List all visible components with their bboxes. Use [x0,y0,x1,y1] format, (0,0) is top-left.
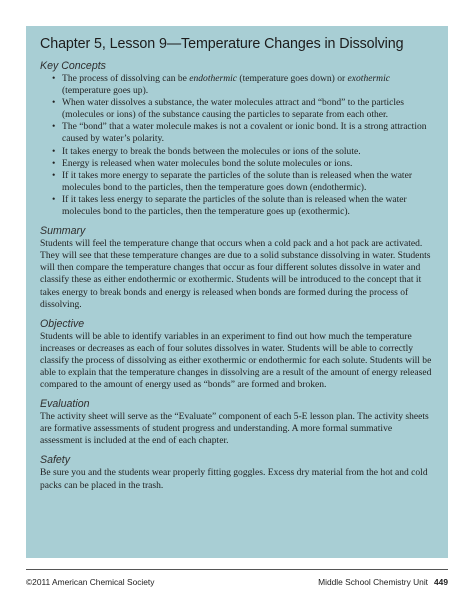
key-concepts-list [40,73,435,218]
bullet-icon: • [52,193,56,205]
concept-text: If it takes less energy to separate the particles of the solute than is released when the water molecules bond to the particles, then the temperature goes up (exothermic). [62,193,407,218]
concept-text: (temperature goes down) or [237,73,348,84]
safety-text: Be sure you and the students wear properly fitting goggles. Excess dry material from the hot and cold packs can be placed in the trash. [40,467,428,491]
summary-section [40,225,435,311]
bullet-icon: • [52,97,56,109]
evaluation-section [40,398,435,447]
safety-section [40,454,435,491]
concept-term-endothermic: endothermic [189,73,237,84]
list-item [40,73,435,97]
footer-unit-title: Middle School Chemistry Unit [318,577,429,587]
footer-copyright: ©2011 American Chemical Society [26,577,155,587]
bullet-icon: • [52,157,56,169]
page-number: 449 [434,577,448,587]
footer-unit-info [318,577,448,587]
concept-term-exothermic: exothermic [347,73,390,84]
safety-heading: Safety [40,454,71,467]
concept-text: (temperature goes up). [62,85,149,97]
list-item [40,121,435,145]
concept-text: It takes energy to break the bonds between the molecules or ions of the solute. [62,145,361,157]
key-concepts-heading: Key Concepts [40,60,106,72]
summary-text: Students will feel the temperature change that occurs when a cold pack and a hot pack are activated. They will see that these temperature changes are due to a solid substance dissolving in water. Students will then compare the temperature changes that occur as four different solutes dissolve in water and classify these as either endothermic or exothermic. Students will be introduced to the concept that it takes energy to break bonds and energy is released when bonds are formed during the process of dissolving. [40,238,431,310]
list-item [40,170,435,194]
objective-text: Students will be able to identify variables in an experiment to find out how much the temperature increases or decreases as each of four solutes dissolves in water. Students will be able to correctly classify the process of dissolving as either exothermic or endothermic for each solute. Students will be able to explain that the temperature changes in dissolving are a result of the amount of energy released compared to the amount of energy used as “bonds” are formed and broken. [40,330,432,391]
objective-heading: Objective [40,317,85,330]
evaluation-text: The activity sheet will serve as the “Evaluate” component of each 5-E lesson plan. The activity sheets are formative assessments of student progress and understanding. A more formal summative assessment is included at the end of each chapter. [40,411,429,447]
summary-heading: Summary [40,225,86,238]
evaluation-heading: Evaluation [40,398,90,411]
bullet-icon: • [52,73,56,84]
list-item [40,158,435,170]
page-title: Chapter 5, Lesson 9—Temperature Changes in Dissolving [40,36,404,52]
bullet-icon: • [52,145,56,157]
objective-section [40,318,435,391]
lesson-panel [26,26,448,558]
concept-text: The “bond” that a water molecule makes is not a covalent or ionic bond. It is a strong attraction caused by water’s polarity. [62,121,427,145]
concept-text: Energy is released when water molecules bond the solute molecules or ions. [62,157,353,169]
concept-text: The process of dissolving can be [62,73,190,84]
concept-text: If it takes more energy to separate the particles of the solute than is released when the water molecules bond to the particles, then the temperature goes down (endothermic). [62,169,413,193]
list-item [40,146,435,158]
bullet-icon: • [52,169,56,181]
list-item [40,97,435,121]
concept-text: When water dissolves a substance, the water molecules attract and “bond” to the particles (molecules or ions) of the substance causing the particles to separate from each other. [62,97,404,121]
key-concepts-section [40,60,435,218]
list-item [40,194,435,218]
footer-divider [26,569,448,570]
bullet-icon: • [52,121,56,133]
